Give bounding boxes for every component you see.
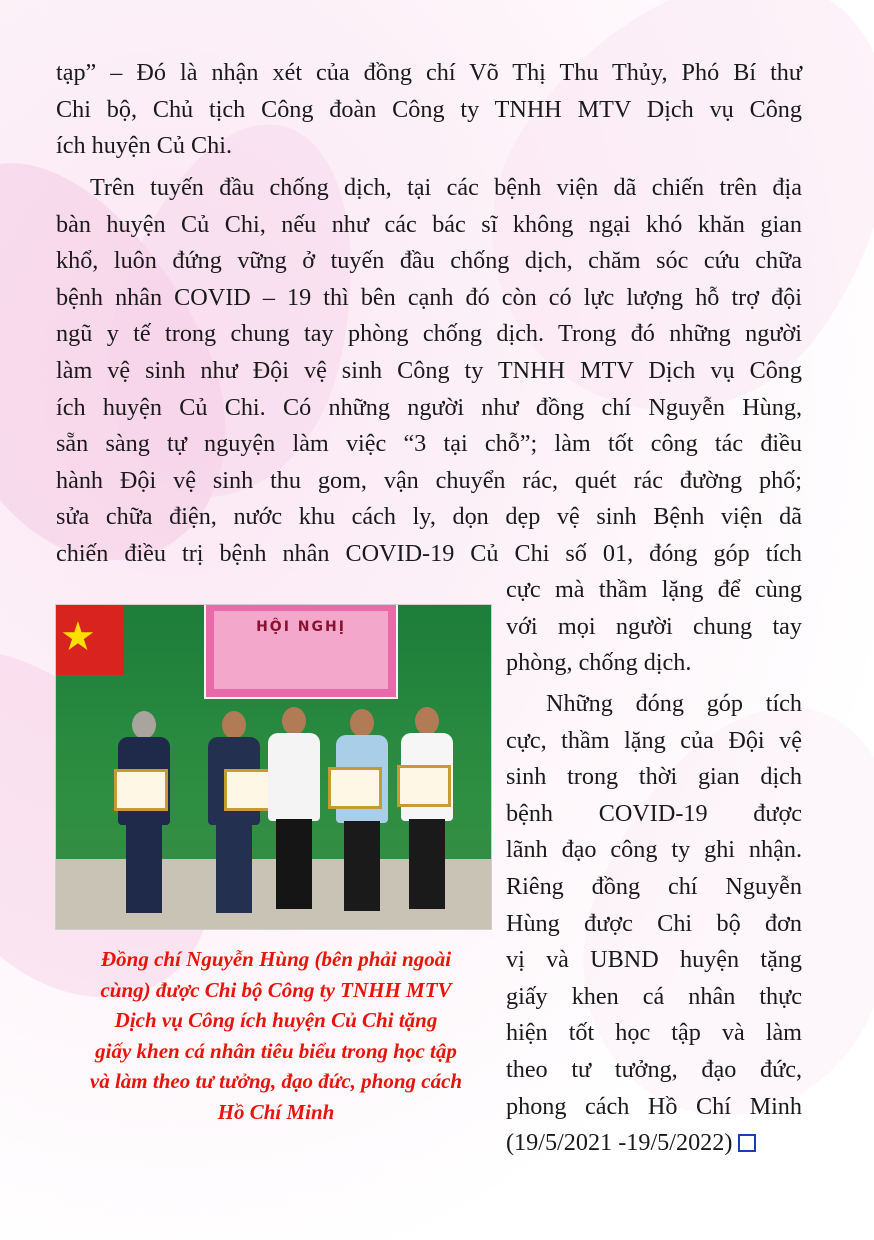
text-line: giấy khen cá nhân thực <box>506 982 802 1010</box>
caption-line: Dịch vụ Công ích huyện Củ Chi tặng <box>114 1008 438 1032</box>
text-line: sinh trong thời gian dịch <box>506 763 802 791</box>
text-line: Trên tuyến đầu chống dịch, tại các bệnh viện dã chiến trên địa <box>90 174 802 201</box>
paragraph-top <box>56 55 802 165</box>
text-line: phong cách Hồ Chí Minh <box>506 1092 802 1120</box>
paragraph-final <box>506 686 802 1162</box>
person-figure <box>208 711 260 921</box>
caption-line: giấy khen cá nhân tiêu biểu trong học tập <box>95 1038 457 1063</box>
paragraph-main-continued <box>506 572 802 682</box>
star-icon: ★ <box>60 614 96 659</box>
person-figure <box>268 707 320 921</box>
text-line: ích huyện Củ Chi. Có những người như đồng chí Nguyễn Hùng, <box>56 393 802 421</box>
caption-line: Đồng chí Nguyễn Hùng (bên phải ngoài <box>100 947 452 971</box>
banner-title: HỘI NGHỊ <box>256 619 346 635</box>
person-figure <box>118 711 170 921</box>
text-line: ích huyện Củ Chi. <box>56 132 233 160</box>
caption-line: cùng) được Chi bộ Công ty TNHH MTV <box>100 977 452 1002</box>
text-line: sửa chữa điện, nước khu cách ly, dọn dẹp vệ sinh Bệnh viện dã <box>56 503 802 531</box>
text-line: Riêng đồng chí Nguyễn <box>506 872 802 900</box>
text-line: lãnh đạo công ty ghi nhận. <box>506 836 802 864</box>
date-range: (19/5/2021 -19/5/2022) <box>506 1129 733 1157</box>
text-line: khổ, luôn đứng vững ở tuyến đầu chống dịch, chăm sóc cứu chữa <box>56 247 802 275</box>
text-line: Chi bộ, Chủ tịch Công đoàn Công ty TNHH MTV Dịch vụ Công <box>56 95 802 123</box>
text-line-with-end-mark <box>506 1125 802 1162</box>
text-line: sẵn sàng tự nguyện làm việc “3 tại chỗ”; làm tốt công tác điều <box>56 430 802 458</box>
vietnam-flag <box>56 605 124 675</box>
ceremony-photo <box>55 604 492 930</box>
text-line: hiện tốt học tập và làm <box>506 1019 802 1047</box>
text-line: bệnh nhân COVID – 19 thì bên cạnh đó còn có lực lượng hỗ trợ đội <box>56 283 802 311</box>
person-figure <box>401 707 453 921</box>
caption-line: Hồ Chí Minh <box>217 1099 335 1124</box>
text-line: Những đóng góp tích <box>546 690 802 717</box>
photo-caption <box>56 944 496 1127</box>
event-banner <box>204 605 398 699</box>
person-figure <box>336 709 388 921</box>
text-line: ngũ y tế trong chung tay phòng chống dịch. Trong đó những người <box>56 320 802 348</box>
text-line: với mọi người chung tay <box>506 612 802 640</box>
paragraph-main <box>56 170 802 573</box>
text-line: cực, thầm lặng của Đội vệ <box>506 726 802 754</box>
text-line: theo tư tưởng, đạo đức, <box>506 1055 802 1083</box>
text-line: vị và UBND huyện tặng <box>506 946 802 974</box>
text-line: làm vệ sinh như Đội vệ sinh Công ty TNHH MTV Dịch vụ Công <box>56 356 802 384</box>
text-line: hành Đội vệ sinh thu gom, vận chuyển rác, quét rác đường phố; <box>56 466 802 494</box>
caption-line: và làm theo tư tưởng, đạo đức, phong cách <box>89 1069 463 1093</box>
text-line: chiến điều trị bệnh nhân COVID-19 Củ Chi số 01, đóng góp tích <box>56 539 802 567</box>
text-line: Hùng được Chi bộ đơn <box>506 909 802 937</box>
text-line: bệnh COVID-19 được <box>506 799 802 827</box>
text-line: phòng, chống dịch. <box>506 649 692 677</box>
text-line: cực mà thầm lặng để cùng <box>506 576 802 603</box>
text-line: bàn huyện Củ Chi, nếu như các bác sĩ không ngại khó khăn gian <box>56 210 802 238</box>
text-line: tạp” – Đó là nhận xét của đồng chí Võ Thị Thu Thủy, Phó Bí thư <box>56 59 802 86</box>
checkbox-square-icon <box>738 1134 756 1152</box>
